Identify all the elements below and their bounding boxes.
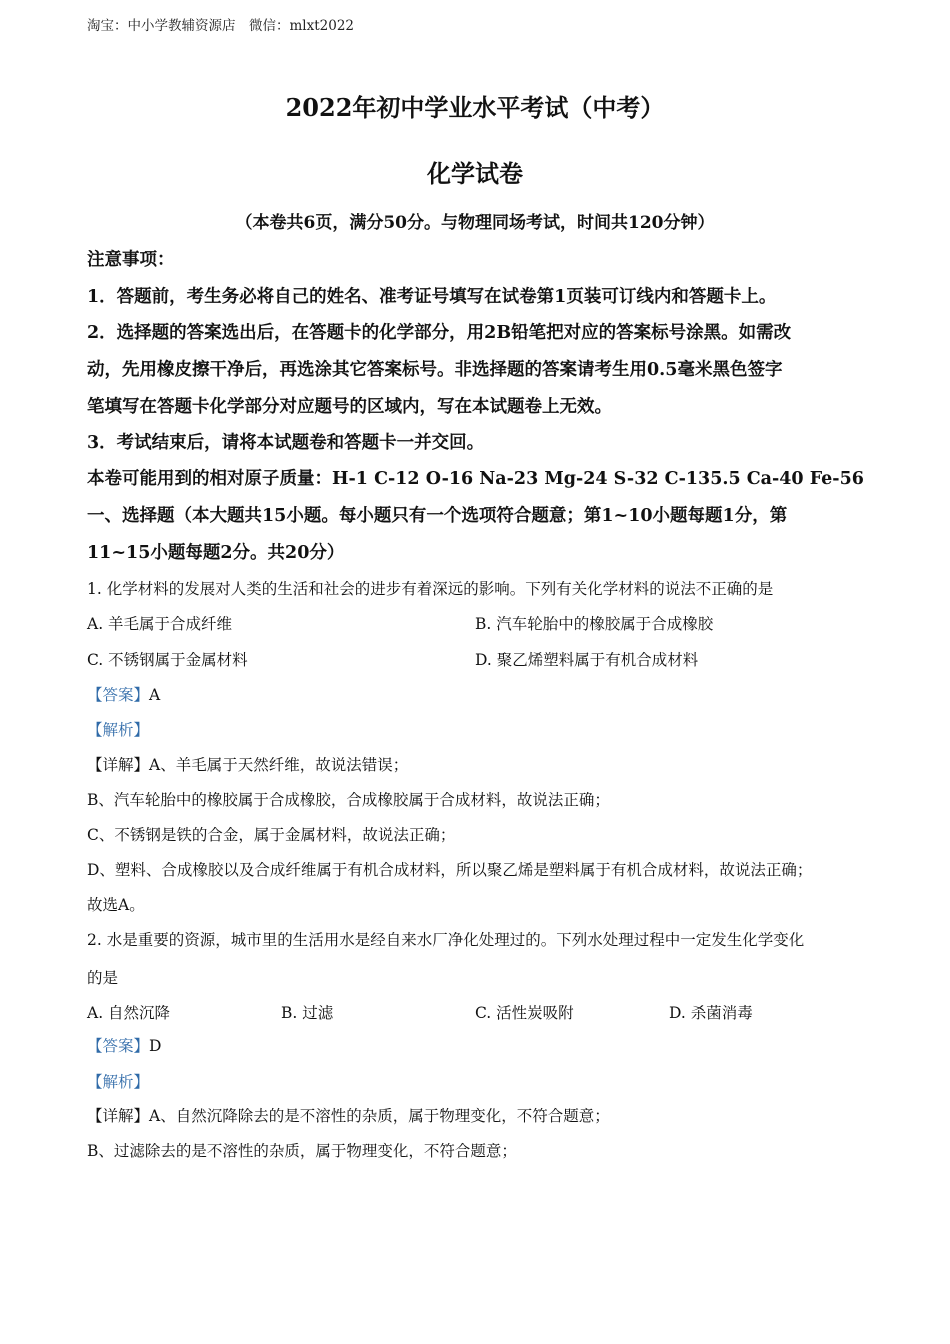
q1-option-c: C. 不锈钢属于金属材料 (87, 651, 248, 669)
q2-option-d: D. 杀菌消毒 (669, 1004, 753, 1022)
q2-option-c: C. 活性炭吸附 (475, 1004, 574, 1022)
detail-text: A、羊毛属于天然纤维，故说法错误； (149, 756, 409, 774)
atomic-mass-line: 本卷可能用到的相对原子质量：H-1 C-12 O-16 Na-23 Mg-24 S-32 C-135.5 Ca-40 Fe-56 (87, 469, 864, 489)
q1-detail-line: B、汽车轮胎中的橡胶属于合成橡胶，合成橡胶属于合成材料，故说法正确； (87, 791, 610, 809)
q1-option-b: B. 汽车轮胎中的橡胶属于合成橡胶 (475, 615, 714, 633)
exam-title: 2022年初中学业水平考试（中考） (285, 93, 665, 122)
q1-option-a: A. 羊毛属于合成纤维 (87, 615, 233, 633)
header-note: 淘宝：中小学教辅资源店 微信：mlxt2022 (87, 18, 355, 34)
q2-detail-line: B、过滤除去的是不溶性的杂质，属于物理变化，不符合题意； (87, 1142, 517, 1160)
detail-text: A、自然沉降除去的是不溶性的杂质，属于物理变化，不符合题意； (149, 1107, 610, 1125)
answer-value: A (149, 686, 161, 704)
notice-item: 动，先用橡皮擦干净后，再选涂其它答案标号。非选择题的答案请考生用0.5毫米黑色签字 (87, 360, 783, 380)
q1-detail-line: C、不锈钢是铁的合金，属于金属材料，故说法正确； (87, 826, 456, 844)
q1-detail (87, 753, 865, 775)
q1-detail-line: D、塑料、合成橡胶以及合成纤维属于有机合成材料，所以聚乙烯是塑料属于有机合成材料，故说法正确； (87, 861, 813, 879)
section-heading-cont: 11~15小题每题2分。共20分） (87, 543, 345, 563)
question-2-stem-cont: 的是 (87, 969, 119, 987)
question-2-stem: 2. 水是重要的资源，城市里的生活用水是经自来水厂净化处理过的。下列水处理过程中一定发生化学变化 (87, 931, 805, 949)
q1-analysis-tag: 【解析】 (87, 721, 150, 739)
notice-item: 笔填写在答题卡化学部分对应题号的区域内，写在本试题卷上无效。 (87, 397, 612, 417)
notice-item: 1．答题前，考生务必将自己的姓名、准考证号填写在试卷第1页装可订线内和答题卡上。 (87, 287, 777, 307)
q1-detail-line: 故选A。 (87, 896, 145, 914)
notice-item: 2．选择题的答案选出后，在答题卡的化学部分，用2B铅笔把对应的答案标号涂黑。如需改 (87, 323, 792, 343)
notice-heading: 注意事项： (87, 250, 175, 270)
answer-tag: 【答案】 (87, 686, 150, 704)
section-heading: 一、选择题（本大题共15小题。每小题只有一个选项符合题意；第1~10小题每题1分，第 (87, 506, 788, 526)
q2-option-b: B. 过滤 (281, 1004, 334, 1022)
exam-info: （本卷共6页，满分50分。与物理同场考试，时间共120分钟） (235, 213, 715, 233)
q2-option-a: A. 自然沉降 (87, 1004, 171, 1022)
q2-answer (87, 1034, 865, 1056)
answer-tag: 【答案】 (87, 1037, 150, 1055)
subject-title: 化学试卷 (427, 159, 523, 188)
question-1-stem: 1. 化学材料的发展对人类的生活和社会的进步有着深远的影响。下列有关化学材料的说法不正确的是 (87, 580, 774, 598)
q1-answer (87, 683, 865, 705)
detail-tag: 【详解】 (87, 1107, 150, 1125)
q2-detail (87, 1104, 865, 1126)
notice-item: 3．考试结束后，请将本试题卷和答题卡一并交回。 (87, 433, 485, 453)
q1-option-d: D. 聚乙烯塑料属于有机合成材料 (475, 651, 699, 669)
answer-value: D (149, 1037, 162, 1055)
detail-tag: 【详解】 (87, 756, 150, 774)
q2-analysis-tag: 【解析】 (87, 1073, 150, 1091)
